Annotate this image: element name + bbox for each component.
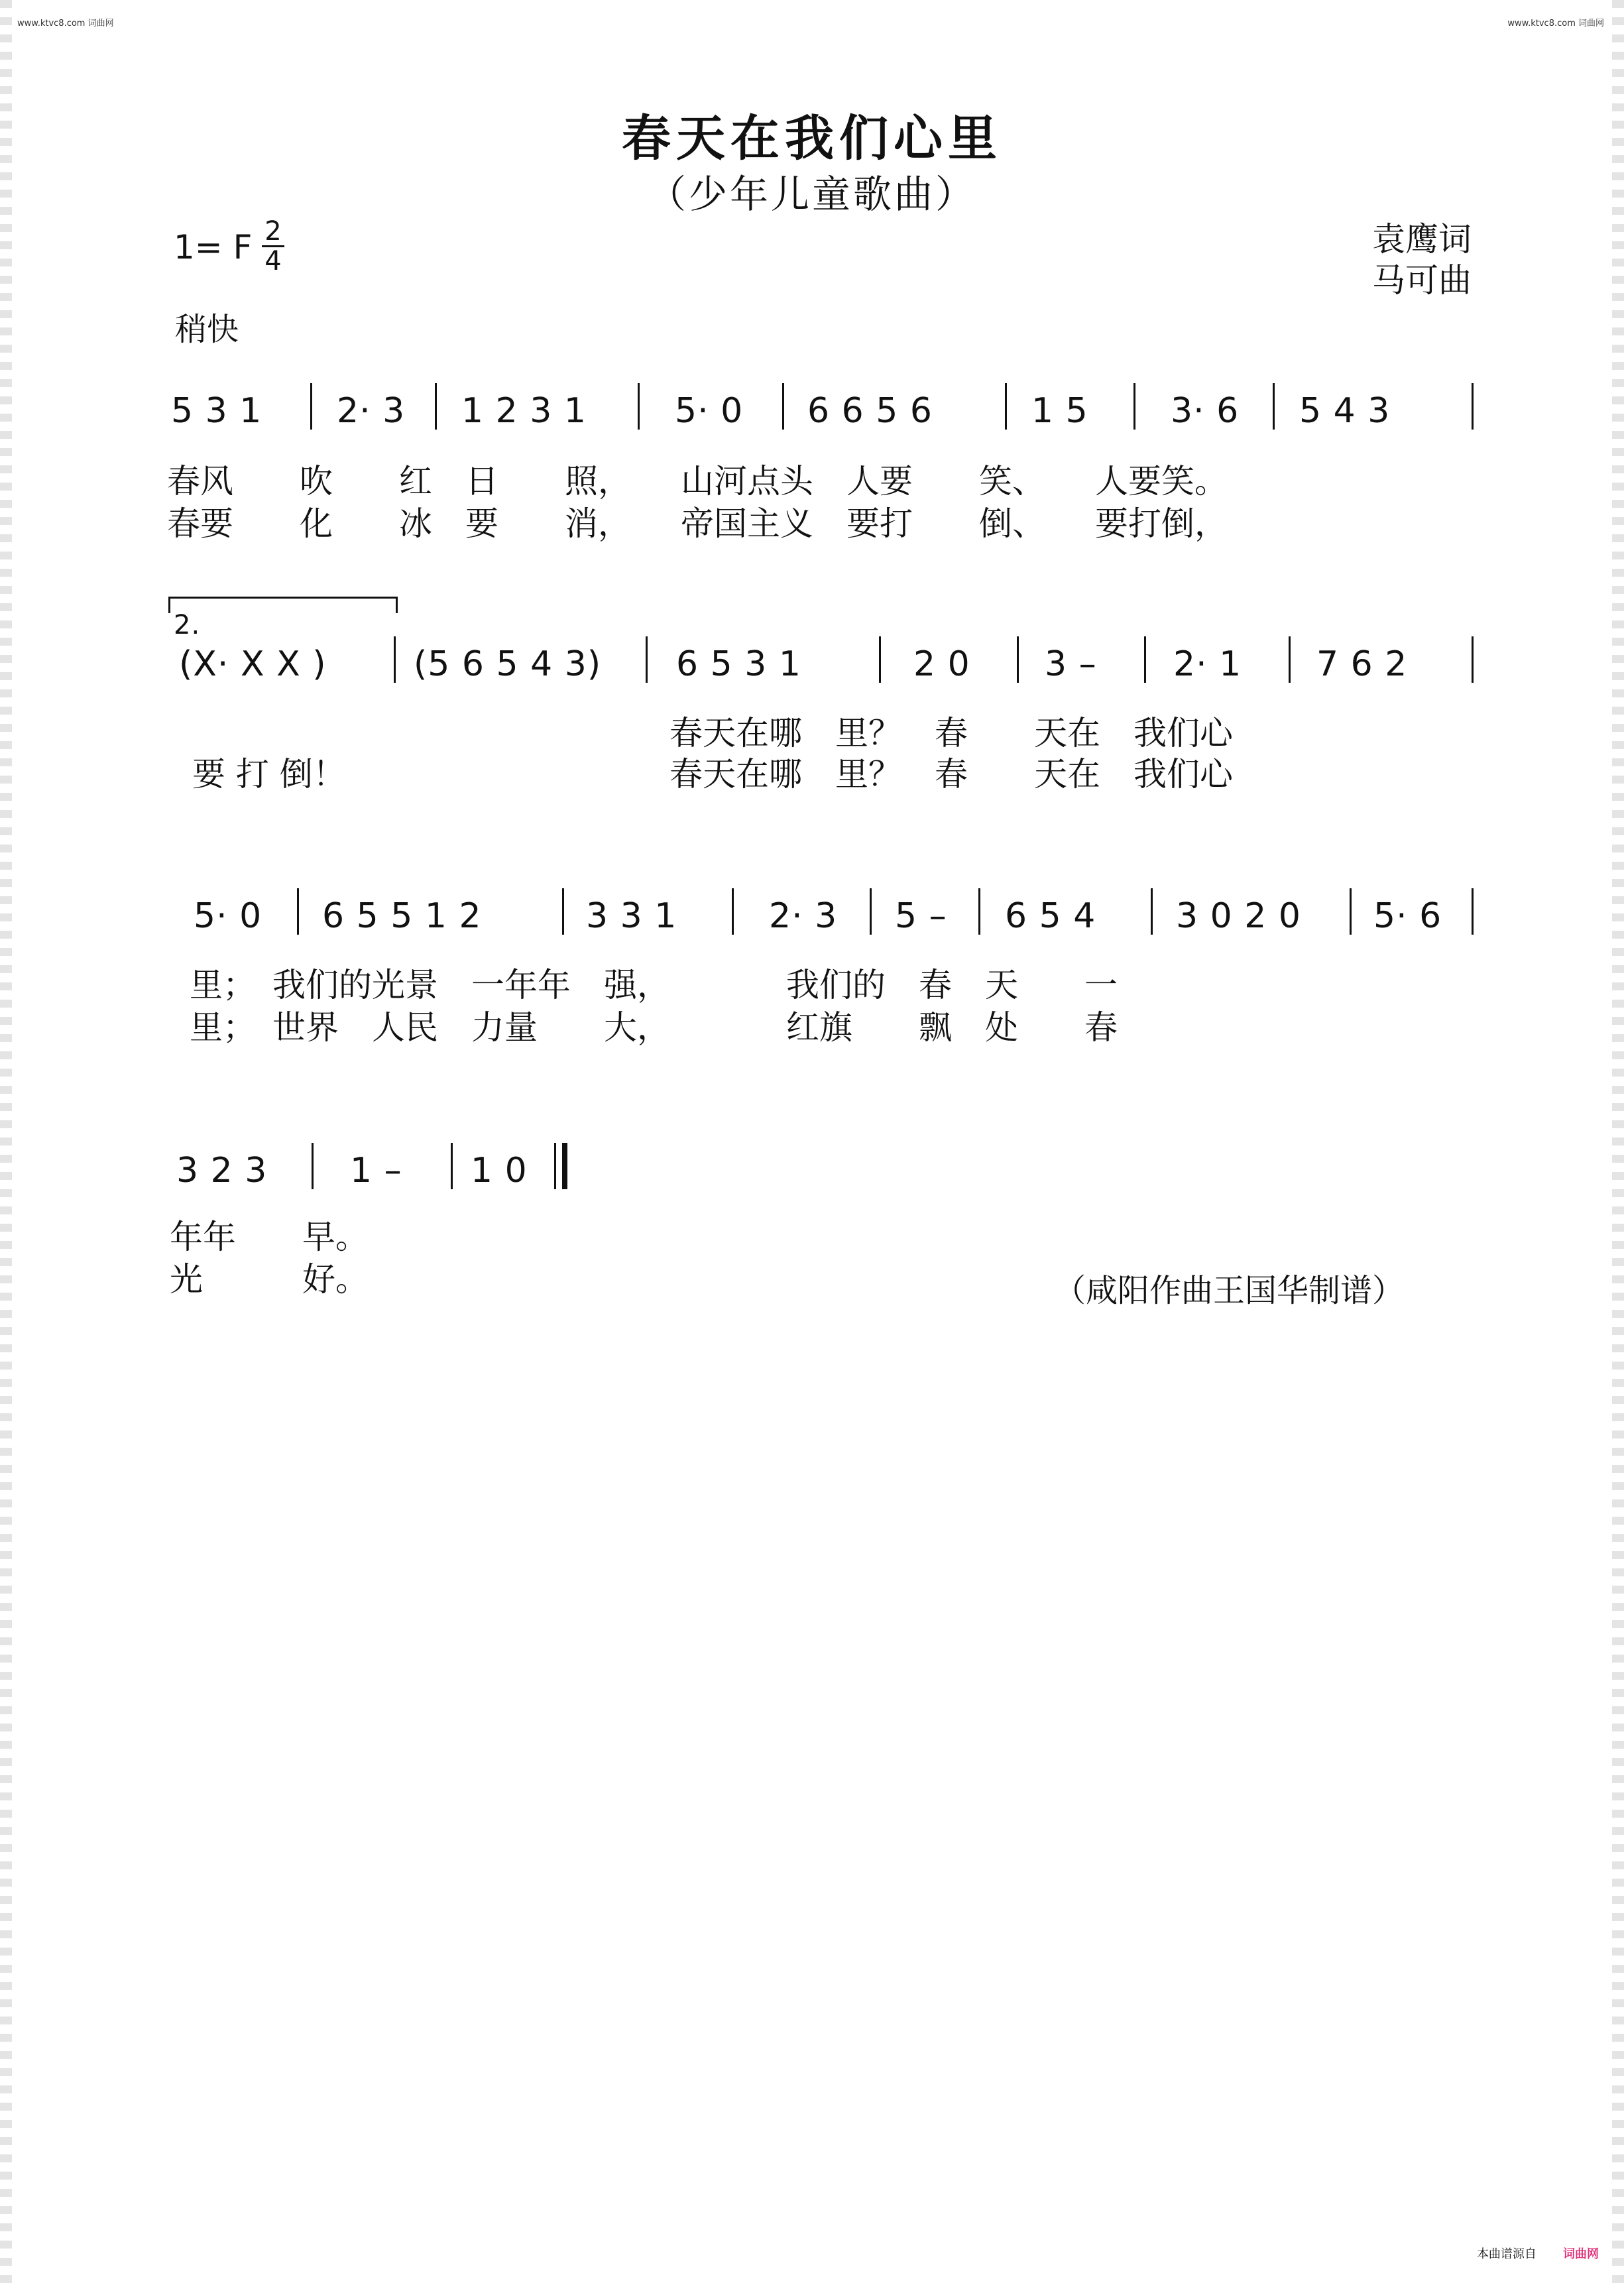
measure-1-2: 2· 3 — [337, 391, 406, 431]
measure-3-7: 3 0 2 0 — [1176, 896, 1301, 936]
watermark-left: www.ktvc8.com 词曲网 — [17, 19, 114, 29]
measure-2-3: 6 5 3 1 — [676, 644, 801, 684]
measure-2-2: (5 6 5 4 3) — [414, 644, 602, 684]
lyric-3-verse-2: 里； 世界 人民 力量 大， 红旗 飘 处 春 — [190, 1008, 1118, 1047]
song-subtitle: （少年儿童歌曲） — [647, 172, 976, 217]
measure-3-4: 2· 3 — [769, 896, 838, 936]
measure-3-1: 5· 0 — [194, 896, 262, 936]
footer — [1477, 2245, 1599, 2262]
transcriber-credit: （咸阳作曲王国华制谱） — [1054, 1272, 1405, 1309]
measure-1-3: 1 2 3 1 — [461, 391, 587, 431]
measure-3-5: 5 – — [895, 896, 947, 936]
key-signature: 1= F — [174, 228, 253, 266]
measure-4-2: 1 – — [350, 1151, 402, 1191]
lyric-2-verse-2: 春天在哪 里？ 春 天在 我们心 — [669, 755, 1233, 793]
measure-2-7: 7 6 2 — [1316, 644, 1408, 684]
lyricist-credit: 袁鹰词 — [1372, 220, 1472, 259]
measure-1-1: 5 3 1 — [171, 391, 262, 431]
measure-2-6: 2· 1 — [1173, 644, 1242, 684]
measure-3-2: 6 5 5 1 2 — [322, 896, 482, 936]
measure-1-8: 5 4 3 — [1299, 391, 1391, 431]
measure-3-3: 3 3 1 — [586, 896, 677, 936]
measure-4-3: 1 0 — [471, 1151, 528, 1191]
lyric-2-verse-1: 春天在哪 里？ 春 天在 我们心 — [669, 714, 1233, 752]
time-signature — [260, 216, 286, 276]
lyric-3-verse-1: 里； 我们的光景 一年年 强， 我们的 春 天 一 — [190, 966, 1118, 1004]
composer-credit: 马可曲 — [1372, 261, 1472, 300]
measure-3-6: 6 5 4 — [1005, 896, 1096, 936]
lyric-4-verse-2: 光 好。 — [170, 1260, 369, 1299]
measure-1-7: 3· 6 — [1171, 391, 1240, 431]
footer-brand-link[interactable]: 词曲网 — [1563, 2247, 1599, 2261]
measure-2-4: 2 0 — [913, 644, 970, 684]
measure-4-1: 3 2 3 — [176, 1151, 268, 1191]
right-margin-band — [1612, 0, 1624, 2283]
volta-bracket — [168, 597, 398, 613]
measure-1-4: 5· 0 — [675, 391, 744, 431]
measure-2-5: 3 – — [1045, 644, 1097, 684]
measure-1-5: 6 6 5 6 — [807, 391, 933, 431]
left-margin-band — [0, 0, 12, 2283]
volta-label: 2. — [174, 610, 201, 640]
credits — [1372, 219, 1472, 301]
time-signature-top: 2 — [264, 216, 282, 247]
measure-3-8: 5· 6 — [1373, 896, 1442, 936]
time-signature-bottom: 4 — [264, 246, 282, 276]
lyric-1-verse-1: 春风 吹 红 日 照， 山河点头 人要 笑、 人要笑。 — [167, 462, 1228, 500]
watermark-right: www.ktvc8.com 词曲网 — [1507, 19, 1604, 29]
lyric-2-verse-2-start: 要 打 倒！ — [192, 755, 346, 793]
measure-1-6: 1 5 — [1031, 391, 1088, 431]
song-title: 春天在我们心里 — [622, 110, 1002, 167]
lyric-4-verse-1: 年年 早。 — [170, 1218, 369, 1256]
measure-2-1: (X· X X ) — [179, 644, 327, 684]
footer-text: 本曲谱源自 — [1476, 2247, 1537, 2261]
tempo-marking: 稍快 — [175, 311, 239, 348]
lyric-1-verse-2: 春要 化 冰 要 消， 帝国主义 要打 倒、 要打倒， — [167, 504, 1228, 543]
